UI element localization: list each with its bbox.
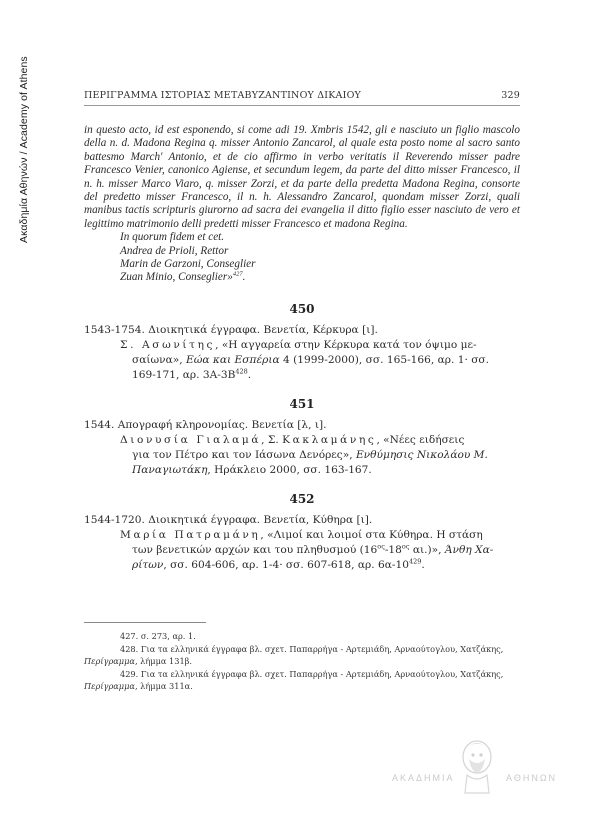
watermark-text-left: ΑΚΑΔΗΜΙΑ (392, 773, 455, 783)
reference-text: για τον Πέτρο και τον Ιάσωνα Δενόρες», (132, 448, 356, 461)
book-title: Παναγιωτάκη (132, 463, 208, 476)
author-name: Μαρία Πατραμάνη (120, 528, 261, 541)
footnote-title: Περίγραμμα (84, 656, 135, 667)
reference-text: αι.)», (409, 543, 445, 556)
reference-text: , «Η αγγαρεία στην Κέρκυρα κατά τον όψιμο με- (215, 338, 477, 351)
footnote: 429. Για τα ελληνικά έγγραφα βλ. σχετ. Παπαρρήγα - Αρτεμιάδη, Αρναούτογλου, Χατζάκης, (120, 668, 504, 679)
book-title: ρίτων (132, 558, 164, 571)
reference-text: -18 (384, 543, 402, 556)
entry-reference (84, 353, 520, 368)
reference-text: , Ηράκλειο 2000, σσ. 163-167. (207, 463, 372, 476)
catalog-entry (84, 323, 520, 383)
footnote-rule (84, 622, 206, 623)
author-name: Κακλαμάνης (282, 433, 377, 446)
footnote-continuation (84, 680, 520, 693)
reference-text: . (421, 558, 425, 571)
reference-text: . (247, 368, 252, 381)
catalog-entry (84, 418, 520, 478)
footnote-text: , λήμμα 311α. (134, 681, 193, 692)
reference-text: , Σ. (261, 433, 283, 446)
superscript-ordinal: ος (377, 542, 385, 551)
footnote-ref: 428 (235, 367, 248, 376)
page-number: 329 (501, 90, 520, 101)
side-archive-label: Ακαδημία Αθηνών / Academy of Athens (18, 56, 30, 244)
academy-seal-icon (453, 735, 501, 795)
entry-reference (84, 528, 520, 543)
reference-text: των βενετικών αρχών και του πληθυσμού (16 (132, 543, 378, 556)
latin-document-text: in questo acto, id est esponendo, si come adi 19. Xmbris 1542, gli e nasciuto un figlio mascolo della n. d. Madona Regina q. misser Antonio Zancarol, al quale esta posto nome al sacro santo battesmo March' Antonio, et de cio affirmo in verbo veritatis il Reverendo misser padre Francesco Venier, canonico Agiense, et secundum legem, da parte del ditto misser Francesco, il n. h. misser Marco Viaro, q. misser Zorzi, et da parte della predetta Madona Regina, consorte del predetto misser Francesco, il n. h. Alessandro Zancarol, quondam misser Zorzi, quali manibus tactis scripturis giurorno ad sacra dei evangelia il ditto figlio esser nasciuto de vero et legittimo matrimonio delli predetti misser Francesco et madona Regina. (84, 124, 520, 230)
entry-reference (84, 463, 520, 478)
signature-line: Zuan Minio, Conseglier»$^{427}$. (120, 270, 246, 284)
running-header (84, 90, 520, 101)
footnote-title: Περίγραμμα (84, 681, 135, 692)
journal-title: Εώα και Εσπέρια (186, 353, 280, 366)
catalog-entry (84, 513, 520, 573)
reference-text: , «Νέες ειδήσεις (376, 433, 465, 446)
signature-line: Marin de Garzoni, Conseglier (120, 258, 256, 271)
footnote-text: , λήμμα 131β. (134, 656, 193, 667)
entry-reference (84, 448, 520, 463)
entry-heading: 1543-1754. Διοικητικά έγγραφα. Βενετία, Κέρκυρα [ι]. (84, 323, 378, 336)
book-title: Ενθύμησις Νικολάου Μ. (355, 448, 488, 461)
footnote-ref: 427 (232, 270, 243, 278)
reference-text: 4 (1999-2000), σσ. 165-166, αρ. 1· σσ. (279, 353, 490, 366)
entry-reference (84, 558, 520, 573)
author-name: Διονυσία Γιαλαμά (120, 433, 262, 446)
page-body (84, 124, 520, 573)
running-title: ΠΕΡΙΓΡΑΜΜΑ ΙΣΤΟΡΙΑΣ ΜΕΤΑΒΥΖΑΝΤΙΝΟΥ ΔΙΚΑΙΟΥ (84, 90, 362, 101)
superscript-ordinal: ος (401, 542, 410, 551)
reference-text: , «Λιμοί και λοιμοί στα Κύθηρα. Η στάση (260, 528, 483, 541)
reference-text: 169-171, αρ. 3Α-3Β (132, 368, 236, 381)
reference-text: , σσ. 604-606, αρ. 1-4· σσ. 607-618, αρ. 6α-10 (163, 558, 409, 571)
entry-number: 450 (289, 301, 315, 316)
entry-reference (84, 433, 520, 448)
entry-reference (84, 368, 520, 383)
entry-number: 451 (289, 396, 315, 411)
footnote-ref: 429 (408, 557, 422, 566)
entry-reference (84, 543, 520, 558)
footnotes (84, 630, 520, 693)
entry-reference (84, 338, 520, 353)
reference-text: σαίωνα», (132, 353, 186, 366)
header-rule (84, 105, 520, 106)
signature-text: Zuan Minio, Conseglier» (120, 271, 233, 284)
entry-heading: 1544-1720. Διοικητικά έγγραφα. Βενετία, Κύθηρα [ι]. (84, 513, 373, 526)
watermark-text-right: ΑΘΗΝΩΝ (506, 773, 558, 783)
signature-block (84, 231, 520, 285)
signature-line: In quorum fidem et cet. (120, 231, 225, 244)
signature-line: Andrea de Prioli, Rettor (120, 244, 229, 257)
footnote: 428. Για τα ελληνικά έγγραφα βλ. σχετ. Παπαρρήγα - Αρτεμιάδη, Αρναούτογλου, Χατζάκης, (120, 643, 504, 654)
author-name: Σ. Ασωνίτης (120, 338, 216, 351)
entry-heading: 1544. Απογραφή κληρονομίας. Βενετία [λ, ι]. (84, 418, 327, 431)
entry-number: 452 (289, 491, 315, 506)
footnote-continuation (84, 655, 520, 668)
footnote: 427. σ. 273, αρ. 1. (120, 631, 196, 641)
book-title: Άνθη Χα- (444, 543, 494, 556)
